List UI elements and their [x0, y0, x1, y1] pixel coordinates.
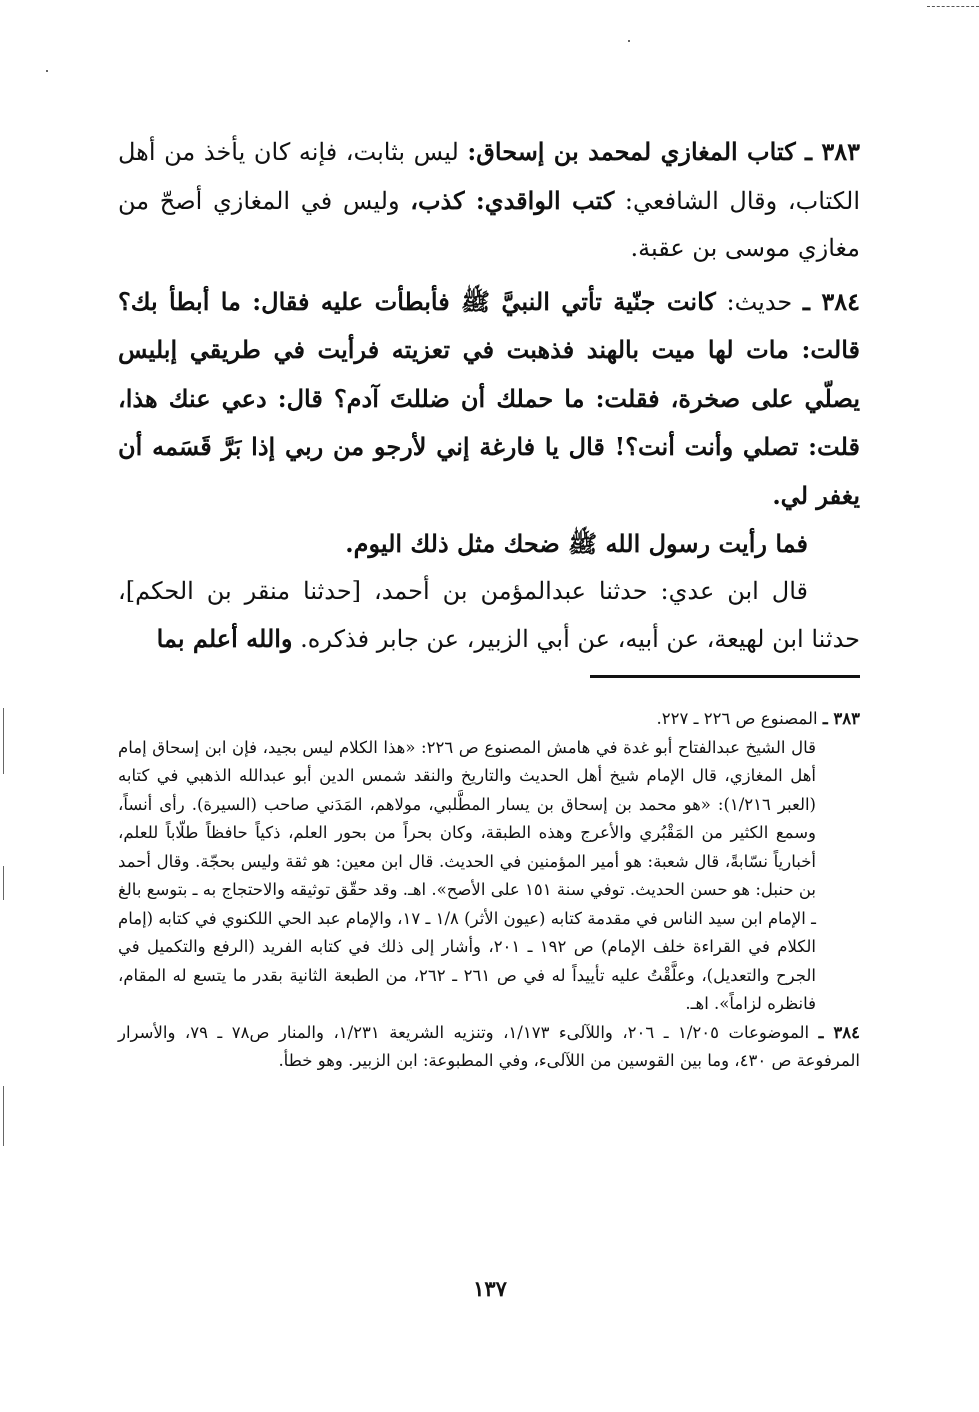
entry-384-hadith: كانت جنّية تأتي النبيَّ ﷺ فأبطأت عليه فقال: ما أبطأ بك؟ قالت: مات لها ميت بالهند فذهبت في تعزيته فرأيت في طريقي إبليس يصلّي على صخرة، فقلت: ما حملك أن ضللتَ آدم؟ قال: دعي عنك هذا، قلت: تصلي وأنت أنت؟! قال يا فارغة إني لأرجو من ربي إذا بَرَّ قَسَمه أن يغفر لي. [118, 286, 860, 510]
scan-edge-line [3, 708, 4, 774]
footnote-384-number: ٣٨٤ ـ [818, 1022, 860, 1042]
footnote-383-body: قال الشيخ عبدالفتاح أبو غدة في هامش المصنوع ص ٢٢٦: «هذا الكلام ليس بجيد، فإن ابن إسحاق إمام أهل المغازي، قال الإمام شيخ أهل الحديث والتاريخ والنقد شمس الدين أبو عبدالله الذهبي في كتابه (العبر ١/٢١٦): «هو محمد بن إسحاق بن يسار المطَّلبي، مولاهم، المَدَني صاحب (السيرة). رأى أنساً، وسمع الكثير من المَقْبُري والأعرج وهذه الطبقة، وكان بحراً من بحور العلم، ذكياً حافظاً طلّاباً للعلم، أخبارياً نسّابةً، قال شعبة: هو أمير المؤمنين في الحديث. قال ابن معين: هو ثقة وليس بحجّة. وقال أحمد بن حنبل: هو حسن الحديث. توفي سنة ١٥١ على الأصح». اهـ. وقد حقّق توثيقه والاحتجاج به ـ بتوسع بالغ ـ الإمام ابن سيد الناس في مقدمة كتابه (عيون الأثر) ١/٨ ـ ١٧، والإمام عبد الحي اللكنوي في كتابه (إمام الكلام في القراءة خلف الإمام) ص ١٩٢ ـ ٢٠١، وأشار إلى ذلك في كتابه الفريد (الرفع والتكميل في الجرح والتعديل)، وعلَّقْتُ عليه تأييداً له في ص ٢٦١ ـ ٢٦٢، من الطبعة الثانية بقدر ما يتسع له المقام، فانظره لزاماً». اهـ. [118, 737, 817, 1013]
entry-383 [118, 128, 860, 273]
isnad-paragraph [118, 568, 860, 664]
isnad-closing: والله أعلم بما [156, 624, 293, 653]
isnad-text: قال ابن عدي: حدثنا عبدالمؤمن بن أحمد، [حدثنا منقر بن الحكم]، حدثنا ابن لهيعة، عن أبيه، عن أبي الزبير، عن جابر فذكره. [118, 576, 860, 653]
scan-speck [46, 70, 48, 72]
entry-384-label: حديث: [715, 287, 803, 316]
entry-383-heading: ٣٨٣ ـ كتاب المغازي لمحمد بن إسحاق: [467, 137, 860, 166]
page-number: ١٣٧ [473, 1276, 507, 1301]
main-text [118, 128, 860, 664]
footnote-383-source [118, 705, 860, 734]
entry-383-text: ليس بثابت، فإنه كان يأخذ من أهل الكتاب، وقال الشافعي: [118, 138, 860, 215]
scan-speck [628, 40, 630, 42]
footnote-384-body: الموضوعات ١/٢٠٥ ـ ٢٠٦، واللآلىء ١/١٧٣، وتنزيه الشريعة ١/٢٣١، والمنار ص٧٨ ـ ٧٩، والأسرار المرفوعة ص ٤٣٠، وما بين القوسين من اللآلىء، وفي المطبوعة: ابن الزبير. وهو خطأ. [118, 1022, 860, 1070]
scan-edge-line [3, 866, 4, 900]
footnotes [118, 705, 860, 1076]
footnote-383-number: ٣٨٣ ـ [822, 709, 860, 728]
scan-edge-line [3, 1086, 4, 1146]
entry-383-quote: كتب الواقدي: كذب، [410, 185, 615, 215]
hadith-conclusion: فما رأيت رسول الله ﷺ ضحك مثل ذلك اليوم. [345, 529, 808, 558]
footnote-384 [118, 1019, 860, 1076]
footnote-383-ref: المصنوع ص ٢٢٦ ـ ٢٢٧. [656, 709, 823, 728]
scan-mark [927, 6, 979, 7]
entry-384-heading: ٣٨٤ ـ [802, 286, 860, 316]
entry-383-text-end: وليس في المغازي أصحّ من مغازي موسى بن عقبة. [118, 186, 860, 262]
entry-384 [118, 278, 860, 521]
footnote-separator [590, 675, 860, 678]
